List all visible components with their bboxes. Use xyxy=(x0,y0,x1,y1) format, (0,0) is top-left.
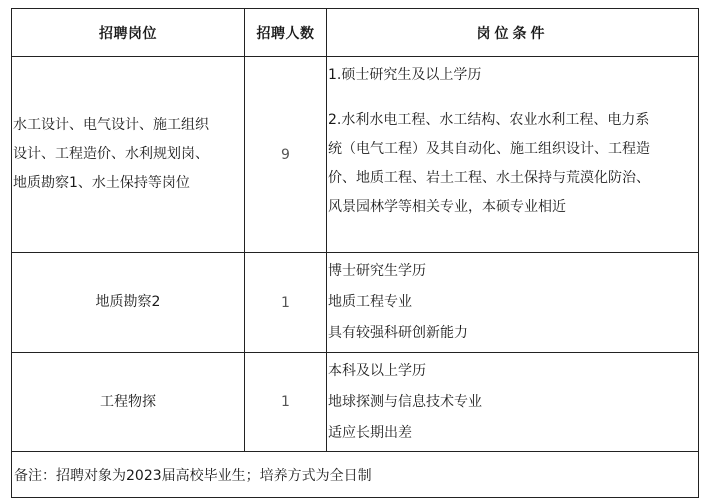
position-cell: 地质勘察2 xyxy=(12,253,245,353)
position-line: 设计、工程造价、水利规划岗、 xyxy=(13,146,209,162)
table-row xyxy=(12,57,699,253)
position-cell xyxy=(12,57,245,253)
condition-line: 价、地质工程、岩土工程、水土保持与荒漠化防治、 xyxy=(328,170,650,186)
condition-line: 地球探测与信息技术专业 xyxy=(328,394,482,410)
position-line: 地质勘察1、水土保持等岗位 xyxy=(13,175,190,191)
table-note: 备注：招聘对象为2023届高校毕业生；培养方式为全日制 xyxy=(12,452,699,498)
table-row xyxy=(12,253,699,353)
condition-line: 1.硕士研究生及以上学历 xyxy=(328,67,482,83)
count-cell: 1 xyxy=(245,253,327,353)
count-cell: 1 xyxy=(245,353,327,452)
note-row xyxy=(12,452,699,498)
conditions-cell xyxy=(327,253,699,353)
condition-line: 地质工程专业 xyxy=(328,294,412,310)
condition-line: 博士研究生学历 xyxy=(328,263,426,279)
header-position: 招聘岗位 xyxy=(12,9,245,57)
condition-line: 风景园林学等相关专业，本硕专业相近 xyxy=(328,199,566,215)
count-cell: 9 xyxy=(245,57,327,253)
condition-line: 2.水利水电工程、水工结构、农业水利工程、电力系 xyxy=(328,112,650,128)
recruitment-table xyxy=(11,8,699,498)
condition-line: 统（电气工程）及其自动化、施工组织设计、工程造 xyxy=(328,141,650,157)
position-line: 水工设计、电气设计、施工组织 xyxy=(13,117,209,133)
conditions-cell xyxy=(327,57,699,253)
header-count: 招聘人数 xyxy=(245,9,327,57)
header-conditions: 岗位条件 xyxy=(327,9,699,57)
condition-line: 适应长期出差 xyxy=(328,425,412,441)
table-row xyxy=(12,353,699,452)
conditions-cell xyxy=(327,353,699,452)
condition-line: 本科及以上学历 xyxy=(328,363,426,379)
table-header-row xyxy=(12,9,699,57)
position-cell: 工程物探 xyxy=(12,353,245,452)
condition-line: 具有较强科研创新能力 xyxy=(328,325,468,341)
